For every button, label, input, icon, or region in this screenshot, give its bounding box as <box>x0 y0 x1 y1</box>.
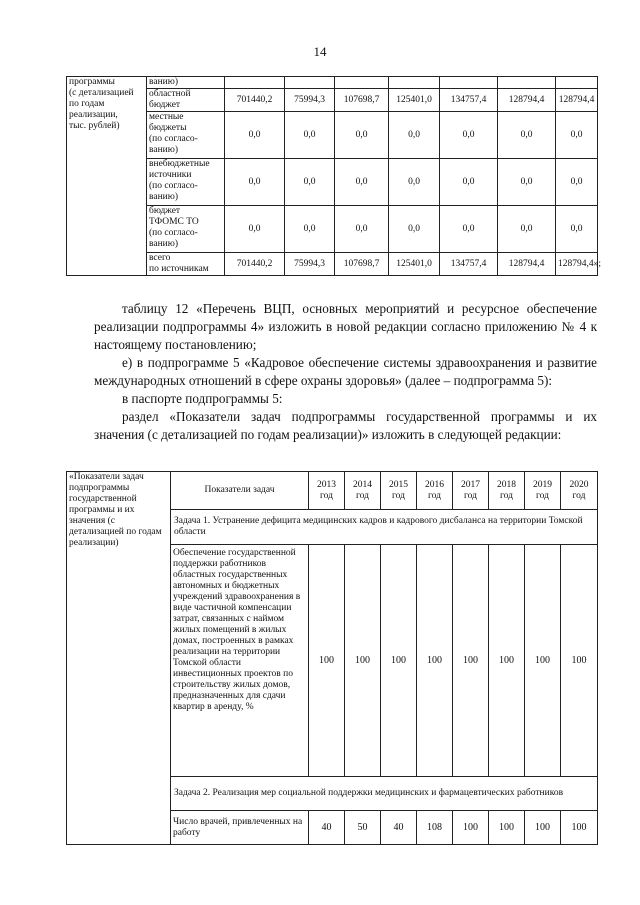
resource-row <box>67 77 598 89</box>
funding-value: 0,0 <box>335 112 389 159</box>
indicator-1-value: 100 <box>309 545 345 777</box>
funding-value: 0,0 <box>335 159 389 206</box>
funding-source-line: внебюджетные <box>149 159 210 169</box>
year-header: 2019 год <box>525 472 561 510</box>
funding-value: 701440,2 <box>225 89 285 112</box>
funding-value <box>335 77 389 89</box>
funding-value: 0,0 <box>498 159 556 206</box>
funding-source-line: (по согласо- <box>149 134 198 144</box>
indicator-2-text: Число врачей, привлеченных на работу <box>171 811 309 845</box>
funding-value: 0,0 <box>440 206 498 253</box>
indicator-1-value: 100 <box>561 545 598 777</box>
funding-value: 0,0 <box>285 159 335 206</box>
funding-value: 125401,0 <box>389 253 440 276</box>
funding-value: 134757,4 <box>440 89 498 112</box>
funding-value <box>389 77 440 89</box>
funding-value: 701440,2 <box>225 253 285 276</box>
paragraph-passport: в паспорте подпрограммы 5: <box>122 391 283 406</box>
funding-value: 125401,0 <box>389 89 440 112</box>
indicator-2-value: 100 <box>561 811 598 845</box>
paragraph-table12: таблицу 12 «Перечень ВЦП, основных мероприятий и ресурсное обеспечение реализации подпрограммы 4» изложить в новой редакции согласно приложению № 4 к настоящему постановлению; <box>94 301 597 352</box>
funding-source-line: ванию) <box>149 77 179 87</box>
funding-value: 128794,4»; <box>556 253 598 276</box>
indicator-2-value: 108 <box>417 811 453 845</box>
indicator-2-value: 100 <box>453 811 489 845</box>
funding-value: 75994,3 <box>285 89 335 112</box>
task-2-title: Задача 2. Реализация мер социальной поддержки медицинских и фармацевтических работников <box>171 777 598 811</box>
resource-row <box>67 253 598 276</box>
task-1-title: Задача 1. Устранение дефицита медицинских кадров и кадрового дисбаланса на территории Томской области <box>171 510 598 545</box>
funding-value: 75994,3 <box>285 253 335 276</box>
funding-source-line: (по согласо- <box>149 228 198 238</box>
funding-source-line: ТФОМС ТО <box>149 217 199 227</box>
indicator-2-value: 100 <box>525 811 561 845</box>
indicator-2-value: 50 <box>345 811 381 845</box>
year-header: 2020 год <box>561 472 598 510</box>
funding-source-line: источники <box>149 170 192 180</box>
funding-source-line: всего <box>149 253 171 263</box>
funding-source-line: областной <box>149 89 191 99</box>
indicator-1-value: 100 <box>417 545 453 777</box>
resource-row <box>67 112 598 159</box>
funding-value: 0,0 <box>556 206 598 253</box>
indicator-1-text: Обеспечение государственной поддержки работников областных государственных автономных и бюджетных учреждений здравоохранения в виде частичной компенсации затрат, связанных с наймом жилых помещений в жилых домах, построенных в рамках реализации на территории Томской области инвестиционных проектов по строительству жилых домов, предназначенных для сдачи квартир в аренду, % <box>171 545 309 777</box>
funding-value: 0,0 <box>389 112 440 159</box>
paragraph-section: раздел «Показатели задач подпрограммы государственной программы и их значения (с детализацией по годам реализации)» изложить в следующей редакции: <box>94 409 597 442</box>
resource-table <box>66 76 602 276</box>
indicator-1-value: 100 <box>525 545 561 777</box>
funding-value: 0,0 <box>498 112 556 159</box>
funding-source <box>147 77 225 89</box>
funding-value: 128794,4 <box>498 253 556 276</box>
funding-value: 128794,4 <box>498 89 556 112</box>
funding-value: 0,0 <box>225 206 285 253</box>
funding-value: 0,0 <box>225 112 285 159</box>
funding-source-line: бюджет <box>149 100 181 110</box>
funding-value <box>440 77 498 89</box>
indicator-1-value: 100 <box>453 545 489 777</box>
funding-value <box>498 77 556 89</box>
funding-value: 0,0 <box>556 159 598 206</box>
indicator-2-value: 40 <box>381 811 417 845</box>
resource-left-label <box>67 77 147 276</box>
indicator-1-value: 100 <box>381 545 417 777</box>
resource-left-label-line: по годам <box>69 99 105 109</box>
funding-source-line: ванию) <box>149 192 179 202</box>
funding-value: 0,0 <box>389 159 440 206</box>
funding-source-line: бюджет <box>149 206 181 216</box>
funding-value <box>556 77 598 89</box>
funding-source <box>147 206 225 253</box>
funding-value: 107698,7 <box>335 89 389 112</box>
funding-value: 0,0 <box>440 112 498 159</box>
year-header: 2014 год <box>345 472 381 510</box>
resource-left-label-line: реализации, <box>69 110 118 120</box>
funding-source-line: по источникам <box>149 264 209 274</box>
year-header: 2013 год <box>309 472 345 510</box>
funding-value: 0,0 <box>440 159 498 206</box>
resource-row <box>67 159 598 206</box>
indicators-header: Показатели задач <box>171 472 309 510</box>
funding-source <box>147 112 225 159</box>
funding-value: 134757,4 <box>440 253 498 276</box>
year-header: 2015 год <box>381 472 417 510</box>
funding-source-line: ванию) <box>149 239 179 249</box>
funding-value: 107698,7 <box>335 253 389 276</box>
indicator-1-value: 100 <box>489 545 525 777</box>
funding-value: 0,0 <box>556 112 598 159</box>
year-header: 2016 год <box>417 472 453 510</box>
resource-left-label-line: тыс. рублей) <box>69 121 120 131</box>
indicator-2-value: 100 <box>489 811 525 845</box>
funding-value: 0,0 <box>225 159 285 206</box>
funding-value <box>225 77 285 89</box>
funding-value: 0,0 <box>285 206 335 253</box>
funding-value: 0,0 <box>335 206 389 253</box>
year-header: 2017 год <box>453 472 489 510</box>
funding-source <box>147 159 225 206</box>
funding-source-line: ванию) <box>149 145 179 155</box>
funding-value <box>285 77 335 89</box>
funding-value: 0,0 <box>285 112 335 159</box>
indicators-table <box>66 471 598 845</box>
resource-row <box>67 206 598 253</box>
resource-left-label-line: программы <box>69 77 115 87</box>
funding-value: 0,0 <box>498 206 556 253</box>
year-header: 2018 год <box>489 472 525 510</box>
funding-value: 128794,4 <box>556 89 598 112</box>
funding-source <box>147 89 225 112</box>
indicator-1-value: 100 <box>345 545 381 777</box>
funding-source-line: местные <box>149 112 184 122</box>
funding-source <box>147 253 225 276</box>
funding-source-line: бюджеты <box>149 123 187 133</box>
resource-row <box>67 89 598 112</box>
paragraph-subprogram5: е) в подпрограмме 5 «Кадровое обеспечение системы здравоохранения и развитие международных отношений в сфере охраны здоровья» (далее – подпрограмма 5): <box>94 355 597 388</box>
page-number: 14 <box>313 44 327 59</box>
indicators-left-label: «Показатели задач подпрограммы государственной программы и их значения (с детализацией по годам реализации) <box>67 472 171 845</box>
resource-left-label-line: (с детализацией <box>69 88 134 98</box>
funding-source-line: (по согласо- <box>149 181 198 191</box>
indicator-2-value: 40 <box>309 811 345 845</box>
funding-value: 0,0 <box>389 206 440 253</box>
